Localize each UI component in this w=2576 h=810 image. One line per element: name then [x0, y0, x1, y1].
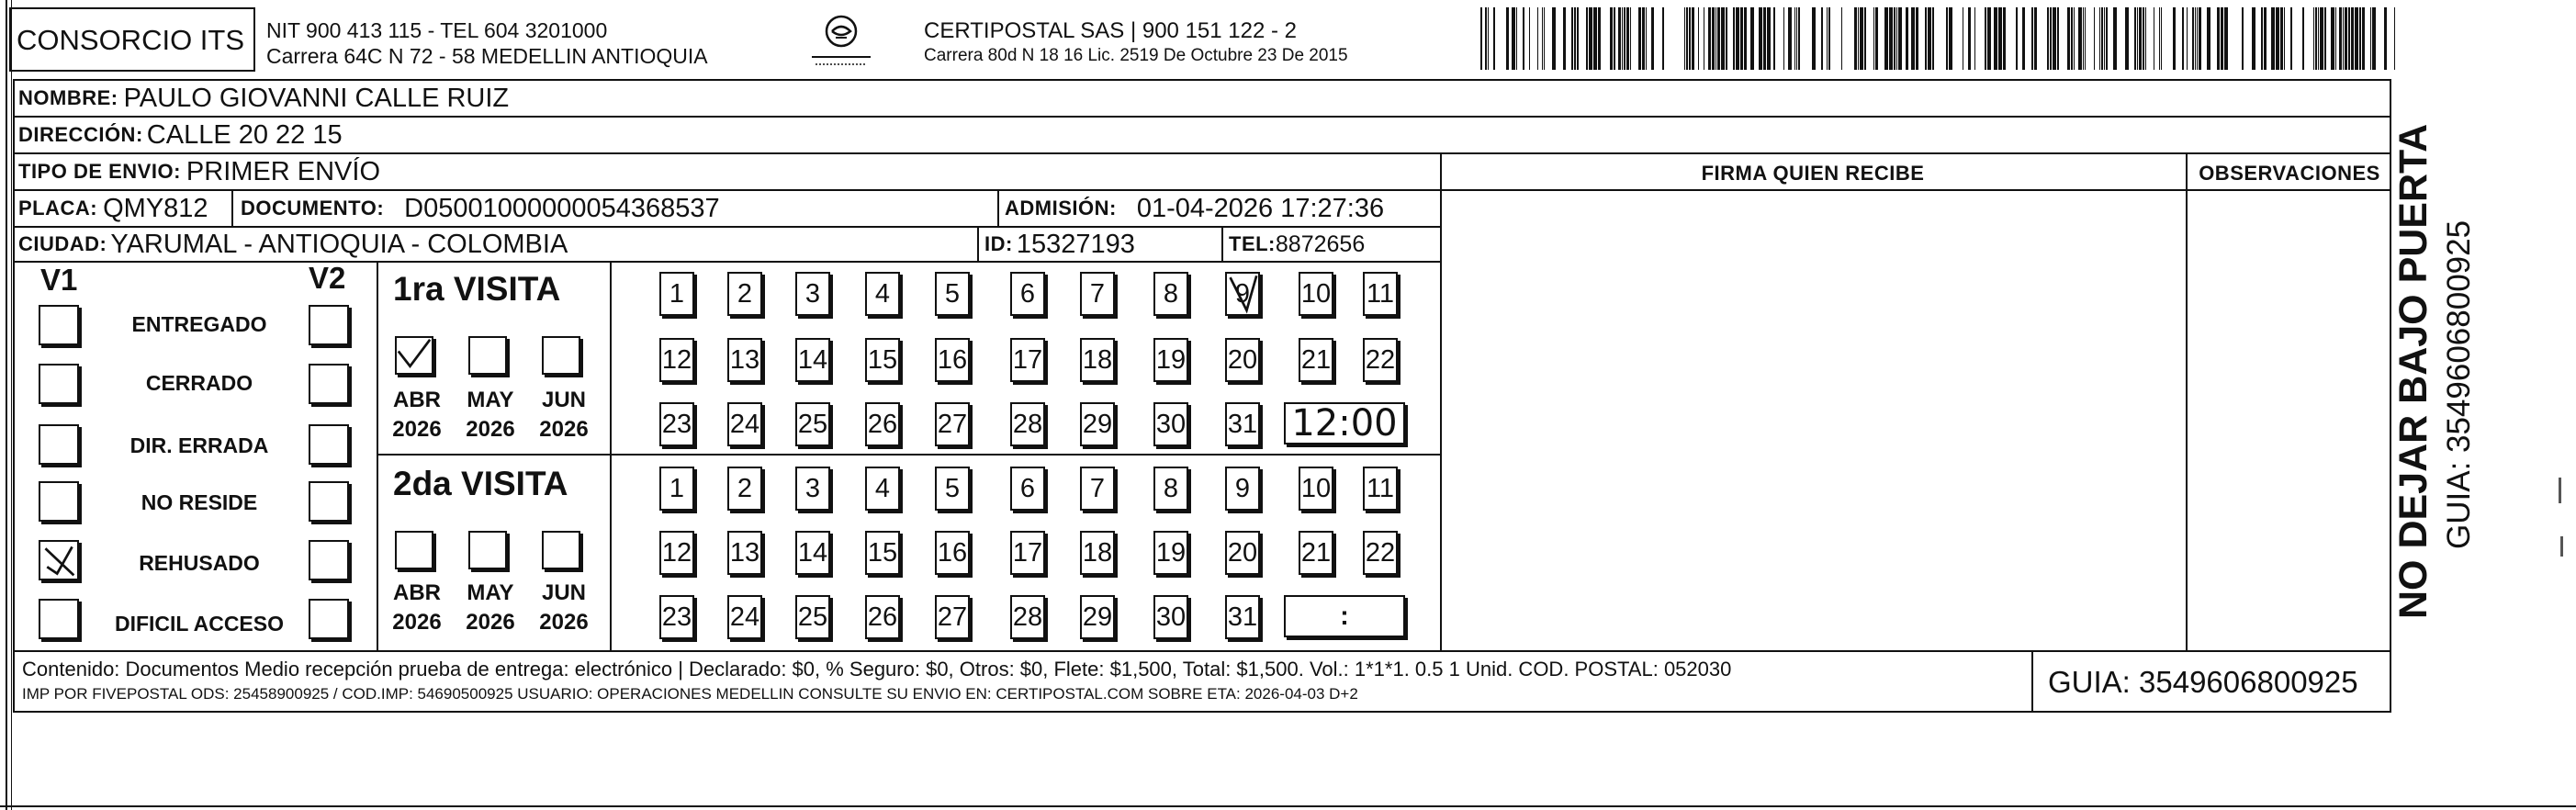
v2-cerrado-checkbox[interactable] — [309, 364, 349, 404]
second-visit-day-23[interactable]: 23 — [659, 595, 694, 639]
status-cerrado: CERRADO — [145, 371, 253, 395]
id-tel-divider — [1221, 226, 1223, 261]
second-month-label: JUN — [541, 580, 586, 605]
first-visit-day-14[interactable]: 14 — [795, 338, 830, 382]
second-visit-day-24[interactable]: 24 — [727, 595, 762, 639]
first-visit-day-31[interactable]: 31 — [1225, 402, 1260, 446]
second-visit-day-8[interactable]: 8 — [1153, 467, 1188, 511]
firma-left-line — [1440, 152, 1442, 650]
second-visit-day-15[interactable]: 15 — [865, 531, 900, 575]
first-visit-day-28[interactable]: 28 — [1010, 402, 1045, 446]
certipostal-logo — [804, 11, 878, 70]
placa-cell — [18, 191, 208, 226]
admision-label: ADMISIÓN: — [1005, 197, 1117, 219]
second-visit-day-7[interactable]: 7 — [1080, 467, 1115, 511]
second-visit-day-26[interactable]: 26 — [865, 595, 900, 639]
v1-entregado-checkbox[interactable] — [39, 305, 79, 345]
direccion-value: CALLE 20 22 15 — [146, 119, 343, 150]
second-year-label: 2026 — [392, 610, 442, 635]
second-visit-day-3[interactable]: 3 — [795, 467, 830, 511]
placa-label: PLACA: — [18, 197, 98, 219]
second-visit-day-16[interactable]: 16 — [935, 531, 970, 575]
footer-guia-divider — [2031, 650, 2033, 713]
row-line — [13, 116, 2391, 118]
first-visit-day-15[interactable]: 15 — [865, 338, 900, 382]
first-visit-day-30[interactable]: 30 — [1153, 402, 1188, 446]
first-year-label: 2026 — [392, 417, 442, 442]
nombre-row — [18, 81, 509, 116]
status-rehusado: REHUSADO — [139, 551, 260, 575]
v2-rehusado-checkbox[interactable] — [309, 540, 349, 580]
ciudad-label: CIUDAD: — [18, 232, 107, 255]
first-year-label: 2026 — [466, 417, 515, 442]
obs-left-line — [2186, 152, 2188, 650]
month-days-divider — [610, 261, 612, 650]
first-visit-day-3[interactable]: 3 — [795, 272, 830, 316]
first-visit-day-16[interactable]: 16 — [935, 338, 970, 382]
check-mark-icon — [397, 338, 432, 373]
v2-entregado-checkbox[interactable] — [309, 305, 349, 345]
footer-guia: GUIA: 3549606800925 — [2048, 665, 2358, 699]
first-visit-day-11[interactable]: 11 — [1363, 272, 1398, 316]
second-month-jun-checkbox[interactable] — [542, 531, 580, 569]
placa-doc-divider — [231, 189, 233, 226]
first-month-label: JUN — [541, 388, 586, 412]
first-visit-day-9[interactable] — [1225, 272, 1260, 316]
v1-dir-errada-checkbox[interactable] — [39, 424, 79, 465]
second-visit-day-30[interactable]: 30 — [1153, 595, 1188, 639]
company-nit: NIT 900 413 115 - TEL 604 3201000 — [266, 18, 608, 42]
second-visit-day-6[interactable]: 6 — [1010, 467, 1045, 511]
second-month-label: ABR — [393, 580, 441, 605]
first-year-label: 2026 — [539, 417, 589, 442]
first-visit-day-8[interactable]: 8 — [1153, 272, 1188, 316]
footer-print-line: IMP POR FIVEPOSTAL ODS: 25458900925 / COD.IMP: 54690500925 USUARIO: OPERACIONES MEDELLIN CONSULTE SU ENVIO EN: CERTIPOSTAL.COM SOBRE ETA: 2026-04-03 D+2 — [22, 685, 1358, 703]
second-visit-day-29[interactable]: 29 — [1080, 595, 1115, 639]
first-visit-day-2[interactable]: 2 — [727, 272, 762, 316]
ciudad-value: YARUMAL - ANTIOQUIA - COLOMBIA — [110, 229, 568, 259]
admision-cell — [1005, 191, 1384, 226]
firma-label: FIRMA QUIEN RECIBE — [1701, 162, 1925, 185]
second-visit-day-27[interactable]: 27 — [935, 595, 970, 639]
first-visit-day-5[interactable]: 5 — [935, 272, 970, 316]
first-month-jun-checkbox[interactable] — [542, 336, 580, 375]
id-cell — [984, 228, 1135, 261]
status-no-reside: NO RESIDE — [141, 490, 258, 514]
second-month-label: MAY — [467, 580, 514, 605]
first-visit-day-13[interactable]: 13 — [727, 338, 762, 382]
first-visit-day-10[interactable]: 10 — [1299, 272, 1333, 316]
observaciones-label: OBSERVACIONES — [2199, 162, 2380, 185]
carrier-license: Carrera 80d N 18 16 Lic. 2519 De Octubre 23 De 2015 — [924, 46, 1348, 65]
first-visit-time-field[interactable]: 12:00 — [1284, 402, 1405, 444]
second-visit-title: 2da VISITA — [393, 465, 568, 502]
firma-header-line — [1440, 189, 2391, 191]
nombre-value: PAULO GIOVANNI CALLE RUIZ — [123, 83, 510, 113]
first-visit-day-7[interactable]: 7 — [1080, 272, 1115, 316]
direccion-label: DIRECCIÓN: — [18, 123, 143, 146]
tel-cell — [1229, 228, 1365, 261]
v2-dificil-acceso-checkbox[interactable] — [309, 599, 349, 639]
nombre-label: NOMBRE: — [18, 86, 118, 109]
no-dejar-bajo-puerta-label: NO DEJAR BAJO PUERTA — [2391, 123, 2435, 619]
second-visit-day-13[interactable]: 13 — [727, 531, 762, 575]
first-visit-day-18[interactable]: 18 — [1080, 338, 1115, 382]
v2-dir-errada-checkbox[interactable] — [309, 424, 349, 465]
second-visit-time-field[interactable]: : — [1284, 595, 1405, 637]
first-month-may-checkbox[interactable] — [468, 336, 507, 375]
company-name: CONSORCIO ITS — [17, 24, 245, 56]
footer-content-line: Contenido: Documentos Medio recepción prueba de entrega: electrónico | Declarado: $0, % Seguro: $0, Otros: $0, Flete: $1,500, Total: $1,500. Vol.: 1*1*1. 0.5 1 Unid. COD. POSTAL: 052030 — [22, 658, 1732, 681]
first-visit-day-21[interactable]: 21 — [1299, 338, 1333, 382]
second-month-abr-checkbox[interactable] — [395, 531, 433, 569]
second-visit-day-4[interactable]: 4 — [865, 467, 900, 511]
tipo-value: PRIMER ENVÍO — [186, 156, 381, 186]
second-visit-day-19[interactable]: 19 — [1153, 531, 1188, 575]
first-visit-day-17[interactable]: 17 — [1010, 338, 1045, 382]
second-visit-day-9[interactable]: 9 — [1225, 467, 1260, 511]
v1-rehusado-checkbox[interactable] — [39, 540, 79, 580]
edge-mark — [2559, 478, 2561, 503]
v1-no-reside-checkbox[interactable] — [39, 481, 79, 522]
second-visit-day-20[interactable]: 20 — [1225, 531, 1260, 575]
second-visit-day-14[interactable]: 14 — [795, 531, 830, 575]
first-month-label: MAY — [467, 388, 514, 412]
barcode — [1479, 7, 2397, 70]
admision-value: 01-04-2026 17:27:36 — [1136, 193, 1385, 223]
status-entregado: ENTREGADO — [131, 312, 267, 336]
first-visit-day-4[interactable]: 4 — [865, 272, 900, 316]
status-dir-errada: DIR. ERRADA — [129, 433, 269, 457]
placa-value: QMY812 — [103, 193, 208, 223]
tipo-label: TIPO DE ENVIO: — [18, 160, 181, 183]
first-visit-day-6[interactable]: 6 — [1010, 272, 1045, 316]
second-month-may-checkbox[interactable] — [468, 531, 507, 569]
second-visit-day-11[interactable]: 11 — [1363, 467, 1398, 511]
doc-admision-divider — [997, 189, 999, 226]
second-visit-day-17[interactable]: 17 — [1010, 531, 1045, 575]
tipo-row — [18, 154, 380, 189]
footer-top-line — [13, 650, 2391, 652]
documento-value: D05001000000054368537 — [404, 193, 720, 223]
first-visit-day-20[interactable]: 20 — [1225, 338, 1260, 382]
row-line — [13, 261, 1442, 263]
check-mark-icon — [40, 542, 77, 579]
documento-label: DOCUMENTO: — [241, 197, 385, 219]
edge-mark — [2560, 536, 2563, 557]
direccion-row — [18, 118, 343, 152]
first-visit-title: 1ra VISITA — [393, 270, 561, 308]
id-value: 15327193 — [1016, 229, 1135, 259]
v2-label: V2 — [309, 261, 346, 295]
documento-cell — [241, 191, 720, 226]
second-visit-day-10[interactable]: 10 — [1299, 467, 1333, 511]
company-address: Carrera 64C N 72 - 58 MEDELLIN ANTIOQUIA — [266, 44, 708, 68]
visit-divider-line — [377, 454, 1442, 456]
ciudad-id-divider — [977, 226, 979, 261]
v1-dificil-acceso-checkbox[interactable] — [39, 599, 79, 639]
bottom-page-edge — [0, 805, 2576, 807]
second-visit-day-25[interactable]: 25 — [795, 595, 830, 639]
first-month-label: ABR — [393, 388, 441, 412]
side-guia-label: GUIA: 3549606800925 — [2441, 219, 2477, 549]
first-visit-day-23[interactable]: 23 — [659, 402, 694, 446]
second-visit-day-18[interactable]: 18 — [1080, 531, 1115, 575]
second-visit-day-2[interactable]: 2 — [727, 467, 762, 511]
day-number: 9 — [1234, 278, 1251, 309]
first-visit-day-27[interactable]: 27 — [935, 402, 970, 446]
first-visit-day-29[interactable]: 29 — [1080, 402, 1115, 446]
first-visit-day-25[interactable]: 25 — [795, 402, 830, 446]
second-year-label: 2026 — [539, 610, 589, 635]
tel-label: TEL: — [1229, 232, 1276, 255]
second-visit-day-28[interactable]: 28 — [1010, 595, 1045, 639]
first-visit-day-12[interactable]: 12 — [659, 338, 694, 382]
carrier-name: CERTIPOSTAL SAS | 900 151 122 - 2 — [924, 18, 1297, 43]
first-visit-day-19[interactable]: 19 — [1153, 338, 1188, 382]
first-month-abr-checkbox[interactable] — [395, 336, 433, 375]
second-visit-day-5[interactable]: 5 — [935, 467, 970, 511]
v1-cerrado-checkbox[interactable] — [39, 364, 79, 404]
first-visit-day-24[interactable]: 24 — [727, 402, 762, 446]
tel-value: 8872656 — [1275, 231, 1366, 257]
id-label: ID: — [984, 232, 1013, 255]
second-year-label: 2026 — [466, 610, 515, 635]
ciudad-cell — [18, 228, 568, 261]
second-visit-day-22[interactable]: 22 — [1363, 531, 1398, 575]
second-visit-day-12[interactable]: 12 — [659, 531, 694, 575]
status-dificil-acceso: DIFICIL ACCESO — [114, 612, 284, 636]
second-visit-day-21[interactable]: 21 — [1299, 531, 1333, 575]
first-visit-day-26[interactable]: 26 — [865, 402, 900, 446]
left-page-edge — [6, 0, 7, 810]
second-visit-day-1[interactable]: 1 — [659, 467, 694, 511]
second-visit-day-31[interactable]: 31 — [1225, 595, 1260, 639]
first-visit-day-22[interactable]: 22 — [1363, 338, 1398, 382]
status-month-divider — [377, 261, 378, 650]
v1-label: V1 — [40, 263, 78, 297]
first-visit-day-1[interactable]: 1 — [659, 272, 694, 316]
left-page-edge-inner — [11, 0, 12, 810]
v2-no-reside-checkbox[interactable] — [309, 481, 349, 522]
